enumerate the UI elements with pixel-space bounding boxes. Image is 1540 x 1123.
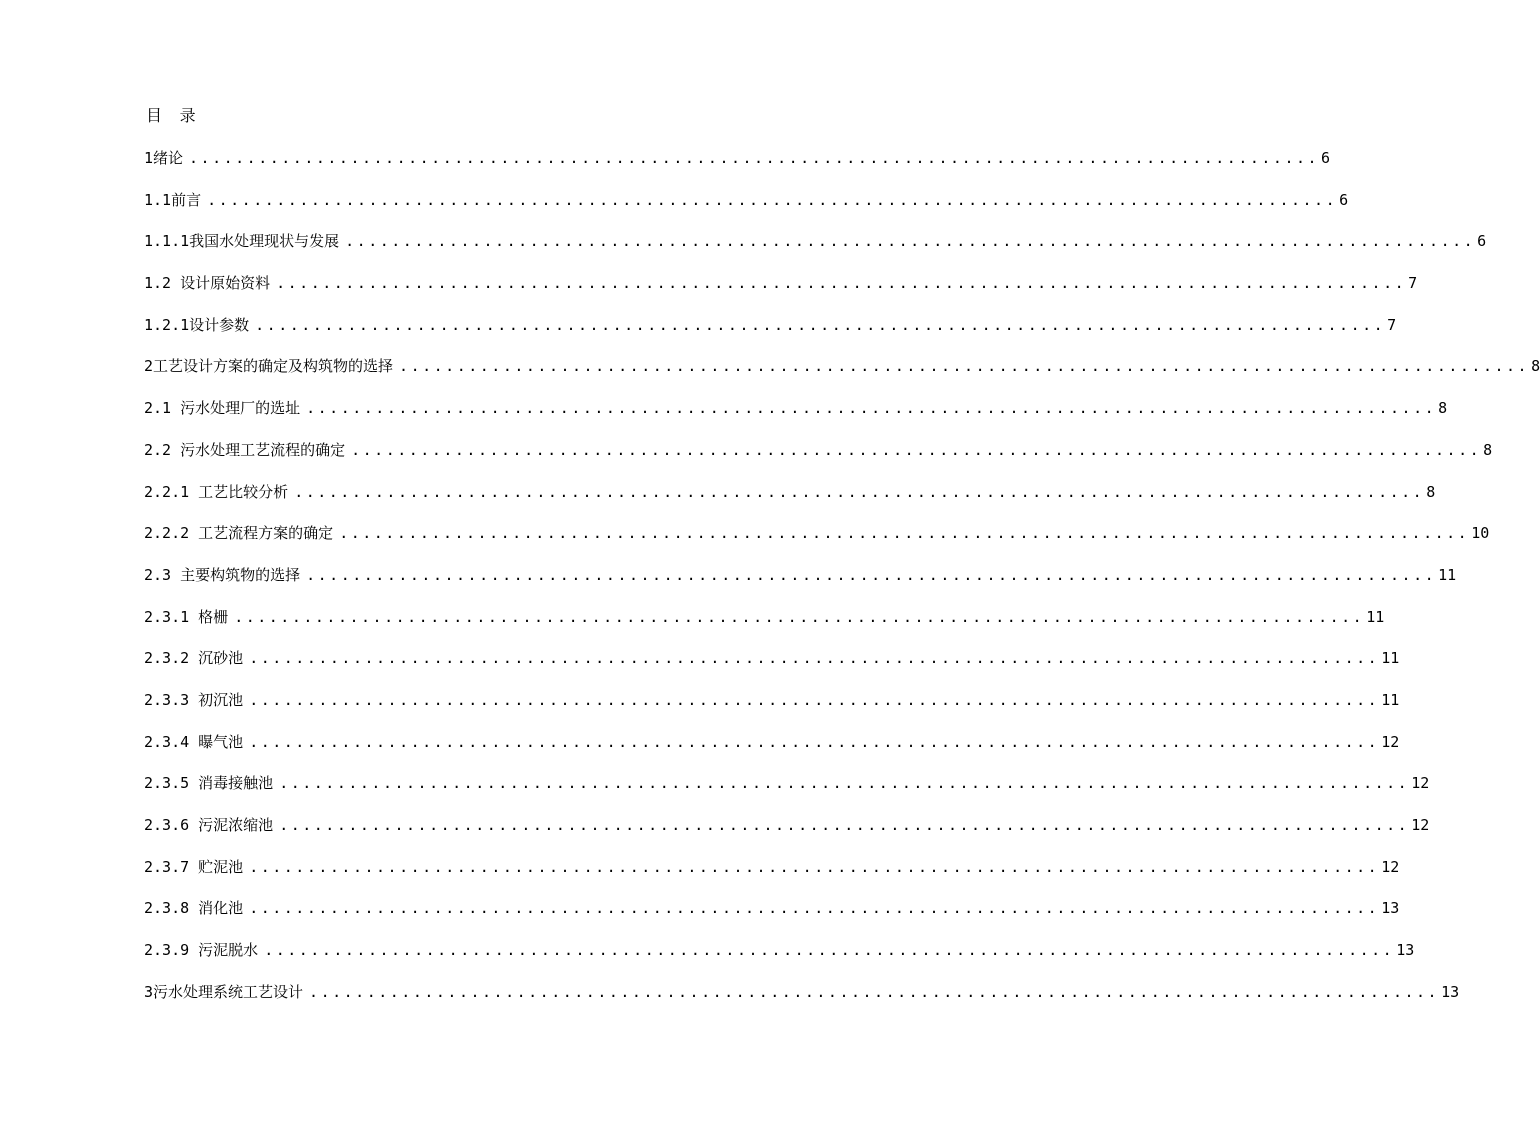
toc-entry-page: 11 xyxy=(1381,690,1400,709)
toc-entry-page: 8 xyxy=(1483,440,1493,459)
toc-dot-leader: .................................................................................................. xyxy=(276,274,1407,293)
toc-dot-leader: .................................................................................................. xyxy=(351,440,1482,459)
toc-dot-leader: .................................................................................................. xyxy=(249,732,1380,751)
toc-dot-leader: .................................................................................................. xyxy=(207,190,1338,209)
toc-entry[interactable] xyxy=(144,521,1490,563)
toc-entry[interactable] xyxy=(144,605,1385,647)
toc-dot-leader: .................................................................................................. xyxy=(399,357,1530,376)
toc-entry-page: 7 xyxy=(1408,274,1418,293)
toc-entry-page: 6 xyxy=(1477,232,1487,251)
toc-dot-leader: .................................................................................................. xyxy=(279,774,1410,793)
toc-entry[interactable] xyxy=(144,480,1436,522)
toc-entry[interactable] xyxy=(144,396,1448,438)
toc-entry[interactable] xyxy=(144,730,1400,772)
toc-entry-label: 2.3.8 消化池 xyxy=(144,899,244,918)
toc-dot-leader: .................................................................................................. xyxy=(255,315,1386,334)
toc-entry-page: 13 xyxy=(1396,941,1415,960)
toc-entry-page: 6 xyxy=(1321,149,1331,167)
toc-entry-page: 13 xyxy=(1381,899,1400,918)
toc-entry-label: 1.1.1我国水处理现状与发展 xyxy=(144,232,340,251)
toc-entry-page: 7 xyxy=(1387,315,1397,334)
toc-dot-leader: .................................................................................................. xyxy=(279,816,1410,834)
toc-entry-label: 2.2.1 工艺比较分析 xyxy=(144,482,289,501)
toc-entry-label: 2.3.1 格栅 xyxy=(144,607,229,626)
toc-entry-label: 2.3.6 污泥浓缩池 xyxy=(144,816,274,834)
toc-entry[interactable] xyxy=(144,313,1397,355)
toc-entry[interactable] xyxy=(144,354,1540,396)
toc-entry[interactable] xyxy=(144,938,1415,980)
toc-entry-label: 1.1前言 xyxy=(144,190,202,209)
toc-entry-page: 13 xyxy=(1441,982,1460,1001)
toc-entry[interactable] xyxy=(144,688,1400,730)
toc-entry-page: 8 xyxy=(1438,399,1448,418)
toc-entry-page: 8 xyxy=(1426,482,1436,501)
toc-dot-leader: .................................................................................................. xyxy=(249,857,1380,876)
toc-entry-page: 12 xyxy=(1411,774,1430,793)
toc-entry-label: 2.3.7 贮泥池 xyxy=(144,857,244,876)
toc-entry[interactable] xyxy=(144,855,1400,897)
toc-entry-page: 10 xyxy=(1471,524,1490,543)
toc-entry-label: 3污水处理系统工艺设计 xyxy=(144,982,304,1001)
toc-entry-label: 2.2.2 工艺流程方案的确定 xyxy=(144,524,334,543)
toc-dot-leader: .................................................................................................. xyxy=(249,899,1380,918)
toc-dot-leader: .................................................................................................. xyxy=(264,941,1395,960)
toc-entry-page: 12 xyxy=(1381,732,1400,751)
toc-entry-label: 1绪论 xyxy=(144,149,184,167)
toc-entry-label: 2.3.5 消毒接触池 xyxy=(144,774,274,793)
table-of-contents xyxy=(144,146,1540,1021)
toc-entry[interactable] xyxy=(144,271,1418,313)
toc-dot-leader: .................................................................................................. xyxy=(309,982,1440,1001)
toc-dot-leader: .................................................................................................. xyxy=(306,399,1437,418)
toc-dot-leader: .................................................................................................. xyxy=(294,482,1425,501)
toc-heading: 目 录 xyxy=(146,106,200,125)
toc-entry[interactable] xyxy=(144,563,1457,605)
toc-entry[interactable] xyxy=(144,188,1349,230)
toc-dot-leader: .................................................................................................. xyxy=(249,649,1380,668)
toc-entry[interactable] xyxy=(144,146,1331,188)
toc-dot-leader: .................................................................................................. xyxy=(234,607,1365,626)
toc-entry-page: 12 xyxy=(1411,816,1430,834)
toc-entry-page: 11 xyxy=(1438,565,1457,584)
toc-entry-label: 2.3.9 污泥脱水 xyxy=(144,941,259,960)
toc-entry-page: 11 xyxy=(1381,649,1400,668)
toc-entry-page: 12 xyxy=(1381,857,1400,876)
toc-entry[interactable] xyxy=(144,646,1400,688)
toc-dot-leader: .................................................................................................. xyxy=(345,232,1476,251)
toc-entry[interactable] xyxy=(144,813,1430,855)
toc-entry-page: 8 xyxy=(1531,357,1540,376)
toc-entry-label: 2工艺设计方案的确定及构筑物的选择 xyxy=(144,357,394,376)
toc-entry[interactable] xyxy=(144,771,1430,813)
toc-entry[interactable] xyxy=(144,896,1400,938)
toc-entry-page: 6 xyxy=(1339,190,1349,209)
toc-entry-label: 2.3 主要构筑物的选择 xyxy=(144,565,301,584)
toc-entry[interactable] xyxy=(144,980,1460,1022)
toc-entry[interactable] xyxy=(144,229,1487,271)
toc-dot-leader: .................................................................................................. xyxy=(189,149,1320,167)
toc-entry-label: 2.2 污水处理工艺流程的确定 xyxy=(144,440,346,459)
toc-entry-label: 2.3.4 曝气池 xyxy=(144,732,244,751)
toc-dot-leader: .................................................................................................. xyxy=(249,690,1380,709)
toc-entry-page: 11 xyxy=(1366,607,1385,626)
toc-entry-label: 2.1 污水处理厂的选址 xyxy=(144,399,301,418)
toc-entry-label: 2.3.2 沉砂池 xyxy=(144,649,244,668)
toc-entry-label: 2.3.3 初沉池 xyxy=(144,690,244,709)
toc-dot-leader: .................................................................................................. xyxy=(306,565,1437,584)
toc-dot-leader: .................................................................................................. xyxy=(339,524,1470,543)
toc-entry-label: 1.2 设计原始资料 xyxy=(144,274,271,293)
toc-entry[interactable] xyxy=(144,438,1493,480)
toc-entry-label: 1.2.1设计参数 xyxy=(144,315,250,334)
